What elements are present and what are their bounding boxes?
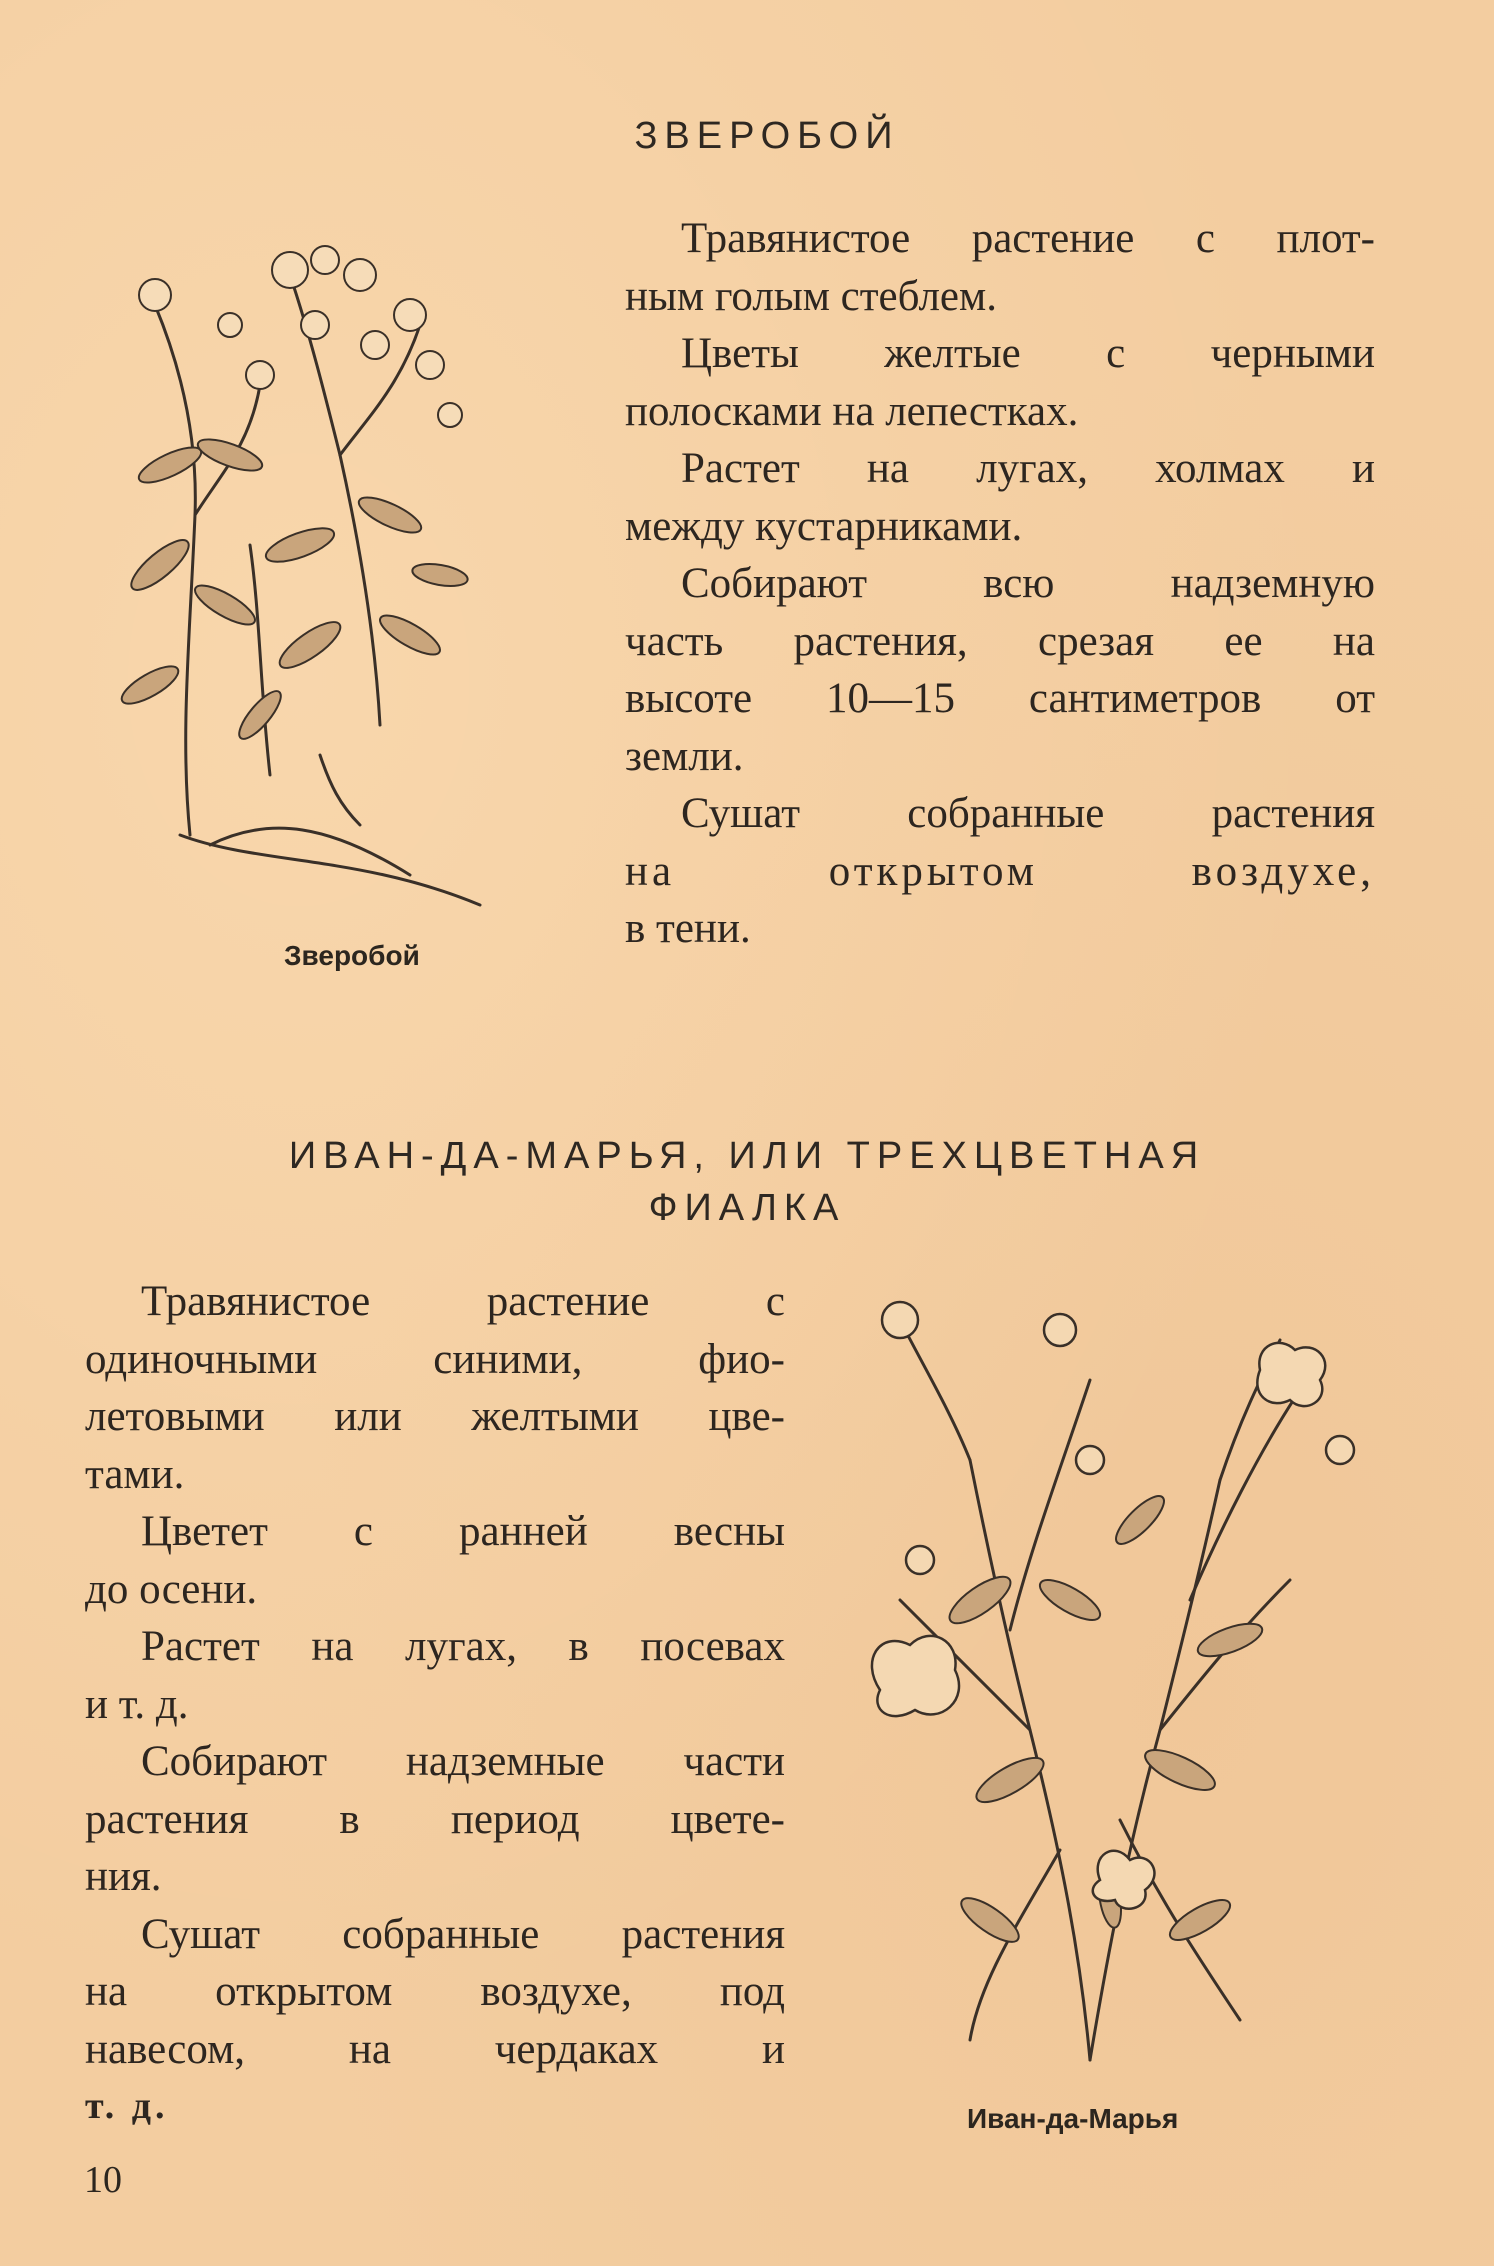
text-line: ния. (85, 1853, 162, 1900)
text-line: высоте 10—15 сантиметров от (625, 675, 1375, 722)
text-line: Собирают всю надземную (681, 560, 1375, 607)
text-line: Сушат собранные растения (141, 1910, 785, 1958)
text-line: на открытом воздухе, (625, 847, 1375, 895)
text-line: до осени. (85, 1565, 258, 1613)
text-line: Сушат собранные растения (681, 790, 1375, 837)
text-block-zveroboi (625, 210, 1375, 958)
section-title-line: ФИАЛКА (648, 1187, 846, 1229)
text-line: тами. (85, 1450, 185, 1498)
text-line: в тени. (625, 905, 751, 952)
text-line: на открытом воздухе, под (85, 1968, 785, 2015)
caption-ivan-da-marya: Иван-да-Марья (967, 2103, 1179, 2134)
text-line: Травянистое растение с (141, 1278, 785, 1325)
text-line: часть растения, срезая ее на (625, 617, 1375, 665)
text-line: и т. д. (85, 1680, 189, 1728)
section-title-line: ИВАН-ДА-МАРЬЯ, ИЛИ ТРЕХЦВЕТНАЯ (288, 1135, 1206, 1177)
wild-pansy-drawing-icon (860, 1300, 1380, 2080)
text-line: полосками на лепестках. (625, 387, 1079, 435)
text-line: земли. (625, 732, 744, 780)
text-line: т. д. (85, 2085, 169, 2127)
text-line: Растет на лугах, в посевах (141, 1623, 785, 1670)
text-line: Собирают надземные части (141, 1738, 785, 1785)
section-title-zveroboi: ЗВЕРОБОЙ (634, 115, 900, 157)
text-line: одиночными синими, фио- (85, 1335, 785, 1383)
text-line: растения в период цвете- (85, 1795, 785, 1843)
st-johns-wort-drawing-icon (110, 215, 570, 925)
text-line: ным голым стеблем. (625, 272, 997, 320)
section-title-ivan-da-marya (0, 1130, 1494, 1234)
text-line: Растет на лугах, холмах и (681, 445, 1375, 492)
text-line: между кустарниками. (625, 502, 1023, 550)
text-line: навесом, на чердаках и (85, 2025, 785, 2073)
text-line: Цветет с ранней весны (141, 1508, 785, 1555)
text-line: летовыми или желтыми цве- (85, 1393, 785, 1440)
text-line: Цветы желтые с черными (681, 330, 1375, 377)
caption-zveroboi: Зверобой (284, 940, 420, 971)
text-block-ivan-da-marya (85, 1273, 785, 2136)
page-number: 10 (84, 2159, 122, 2201)
text-line: Травянистое растение с плот- (681, 215, 1375, 262)
